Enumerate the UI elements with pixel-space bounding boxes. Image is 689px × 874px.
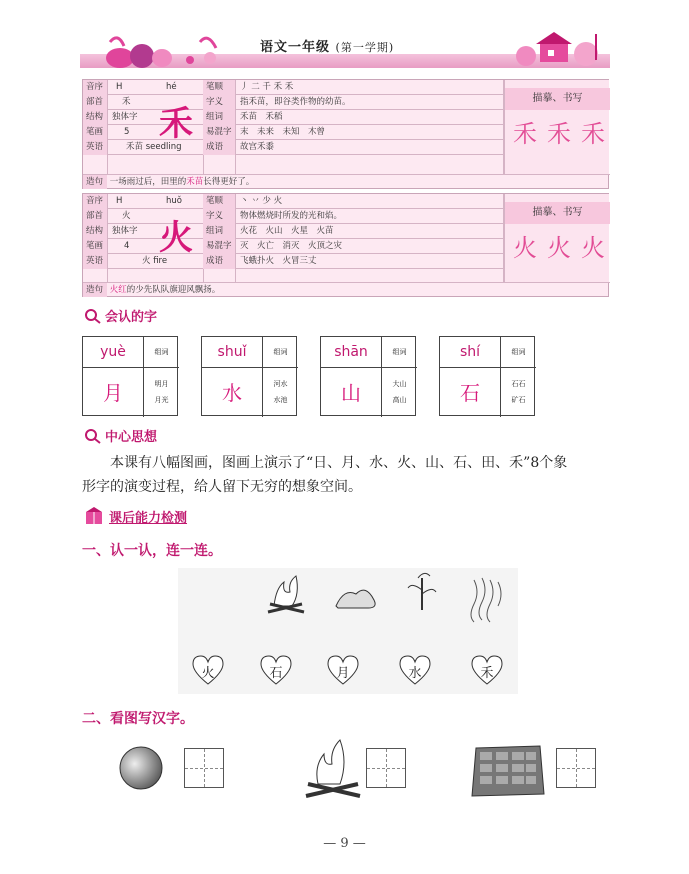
recognize-card [82,336,178,416]
jiegou-value: 独体字 [112,226,138,236]
char-card-he [82,79,609,189]
trace-title: 描摹、书写 [505,202,610,224]
house-decoration-icon [510,30,610,72]
pinyin-value: huǒ [166,196,182,206]
magnifier-icon [84,308,102,324]
label-chengyu: 成语 [203,140,235,155]
heart-word-card[interactable]: 月 [326,654,360,686]
heart-word-card[interactable]: 石 [259,654,293,686]
label-yihun: 易混字 [203,239,235,254]
label-bishun: 笔顺 [203,80,235,95]
bishun-value: 丶 丷 少 火 [240,196,283,206]
trace-area [504,80,609,175]
card-zuci-label: 组词 [262,337,298,367]
recognize-heading: 会认的字 [84,306,157,325]
big-character: 火 [159,218,193,258]
bishun-value: 丿 二 千 禾 禾 [240,82,294,92]
writing-box[interactable] [184,748,224,788]
writing-box[interactable] [366,748,406,788]
card-char: 山 [321,367,381,417]
label-yinxu: 音序 [83,194,107,209]
card-words: 大山 高山 [381,367,417,417]
yihun-value: 灭 火亡 消灭 火顶之灾 [240,241,343,251]
label-bihua: 笔画 [83,239,107,254]
zuci-value: 禾苗 禾稻 [240,112,283,122]
bushou-value: 禾 [122,97,131,107]
yingyu-value: 火 fire [142,256,168,266]
yihun-value: 末 未来 未知 木曾 [240,127,326,137]
trace-char: 禾 [547,120,571,148]
label-ziyi: 字义 [203,95,235,110]
central-text-line1: 本课有八幅图画，图画上演示了“日、月、水、火、山、石、田、禾”8个象 [110,455,568,471]
ziyi-value: 物体燃烧时所发的光和焰。 [240,211,343,221]
card-pinyin: shuǐ [217,344,247,360]
trace-area [504,194,609,283]
recognize-card [320,336,416,416]
writing-box[interactable] [556,748,596,788]
bushou-value: 火 [122,211,131,221]
sentence-row: 造句 一场雨过后，田里的禾苗长得更好了。 [83,174,610,188]
card-char: 水 [202,367,262,417]
pinyin-value: hé [166,82,177,92]
flower-decoration-icon [90,32,240,72]
trace-char: 火 [581,234,605,262]
recognize-card [439,336,535,416]
page-number: — 9 — [323,836,366,851]
chengyu-value: 故宫禾黍 [240,142,275,152]
card-pinyin: shí [459,344,481,360]
trace-chars [513,114,605,149]
trace-char: 禾 [581,120,605,148]
bihua-value: 4 [124,241,130,251]
yinxu-value: H [116,82,123,92]
card-char: 月 [83,367,143,417]
book-icon [84,506,106,526]
yingyu-value: 禾苗 seedling [126,142,182,152]
trace-char: 禾 [513,120,537,148]
yinxu-value: H [116,196,123,206]
card-pinyin: shān [334,344,368,360]
question-2: 二、看图写汉字。 [82,711,194,727]
field-icon [470,742,546,798]
big-character: 禾 [159,104,193,144]
char-card-huo [82,193,609,297]
card-words: 石石 矿石 [500,367,536,417]
ziyi-value: 指禾苗，即谷类作物的幼苗。 [240,97,351,107]
card-words: 明月 月光 [143,367,179,417]
label-zuci: 组词 [203,224,235,239]
page-header [80,30,610,76]
label-yihun: 易混字 [203,125,235,140]
heart-word-card[interactable]: 禾 [470,654,504,686]
label-bishun: 笔顺 [203,194,235,209]
sun-icon [118,745,164,791]
exercise-heading: 课后能力检测 [84,506,187,526]
card-char: 石 [440,367,500,417]
trace-title: 描摹、书写 [505,88,610,110]
card-zuci-label: 组词 [143,337,179,367]
label-jiegou: 结构 [83,224,107,239]
label-chengyu: 成语 [203,254,235,269]
card-zuci-label: 组词 [500,337,536,367]
label-jiegou: 结构 [83,110,107,125]
jiegou-value: 独体字 [112,112,138,122]
card-words: 河水 水池 [262,367,298,417]
trace-char: 火 [547,234,571,262]
chengyu-value: 飞蛾扑火 火冒三丈 [240,256,317,266]
question-1: 一、认一认，连一连。 [82,543,222,559]
trace-chars [513,228,605,263]
label-bushou: 部首 [83,209,107,224]
trace-char: 火 [513,234,537,262]
heart-word-card[interactable]: 火 [191,654,225,686]
label-yinxu: 音序 [83,80,107,95]
header-title: 语文一年级 (第一学期) [260,40,395,55]
magnifier-icon [84,428,102,444]
heart-word-card[interactable]: 水 [398,654,432,686]
label-bushou: 部首 [83,95,107,110]
card-zuci-label: 组词 [381,337,417,367]
campfire-icon [300,738,364,802]
label-yingyu: 英语 [83,254,107,269]
zuci-value: 火花 火山 火星 火苗 [240,226,334,236]
central-text-line2: 形字的演变过程，给人留下无穷的想象空间。 [82,479,362,495]
card-pinyin: yuè [100,344,126,360]
label-zuci: 组词 [203,110,235,125]
sentence-row: 造句 火红的少先队队旗迎风飘扬。 [83,282,610,296]
label-bihua: 笔画 [83,125,107,140]
recognize-card [201,336,297,416]
bihua-value: 5 [124,127,130,137]
label-yingyu: 英语 [83,140,107,155]
label-ziyi: 字义 [203,209,235,224]
central-heading: 中心思想 [84,426,157,445]
